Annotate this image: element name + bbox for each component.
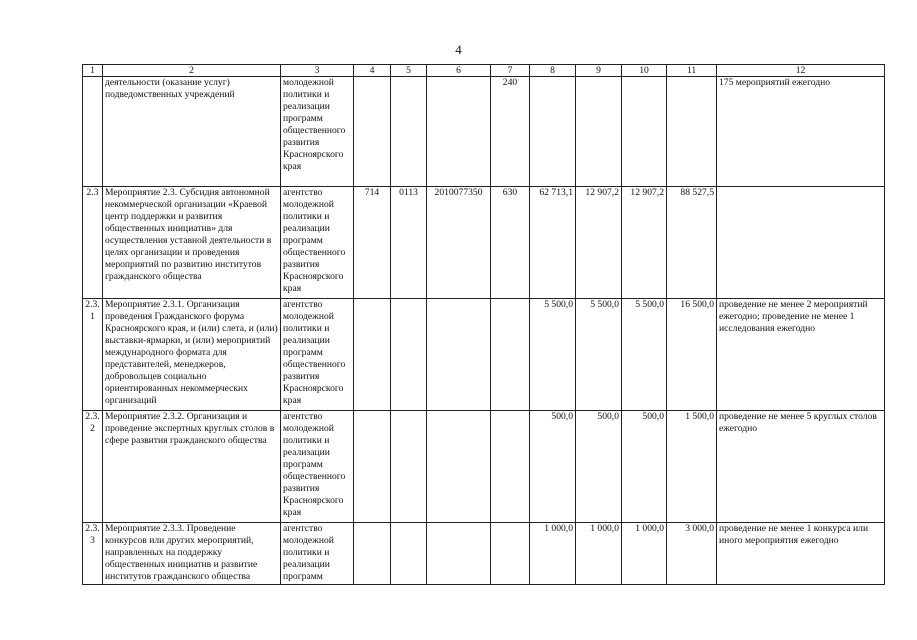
column-number: 7 xyxy=(491,65,530,77)
amount-year-2: 1 000,0 xyxy=(576,523,622,585)
amount-total: 1 500,0 xyxy=(667,411,717,523)
amount-year-1: 62 713,1 xyxy=(530,187,576,299)
amount-year-3: 1 000,0 xyxy=(622,523,667,585)
table-row xyxy=(83,77,885,187)
amount-year-3: 500,0 xyxy=(622,411,667,523)
responsible-agency: агентство молодежной политики и реализации программ общественного развития Красноярского края xyxy=(281,411,354,523)
code-vr xyxy=(491,299,530,411)
responsible-agency: агентство молодежной политики и реализации программ общественного развития Красноярского края xyxy=(281,299,354,411)
code-csr: 2010077350 xyxy=(427,187,491,299)
responsible-agency: агентство молодежной политики и реализации программ xyxy=(281,523,354,585)
activity-name: Мероприятие 2.3.3. Проведение конкурсов или других мероприятий, направленных на поддержку общественных инициатив и развитие институтов гражданского общества xyxy=(103,523,281,585)
amount-total: 3 000,0 xyxy=(667,523,717,585)
column-number: 5 xyxy=(391,65,427,77)
amount-year-2: 500,0 xyxy=(576,411,622,523)
row-number: 2.3.3 xyxy=(83,523,103,585)
code-grbs: 714 xyxy=(354,187,391,299)
expected-result: проведение не менее 1 конкурса или иного мероприятия ежегодно xyxy=(717,523,885,585)
page-number: 4 xyxy=(455,42,462,57)
column-number: 1 xyxy=(83,65,103,77)
code-rzpr xyxy=(391,523,427,585)
amount-year-2: 5 500,0 xyxy=(576,299,622,411)
amount-year-1: 1 000,0 xyxy=(530,523,576,585)
code-rzpr xyxy=(391,411,427,523)
code-rzpr xyxy=(391,77,427,187)
column-number: 10 xyxy=(622,65,667,77)
amount-total: 88 527,5 xyxy=(667,187,717,299)
code-rzpr: 0113 xyxy=(391,187,427,299)
amount-year-1 xyxy=(530,77,576,187)
table-row xyxy=(83,411,885,523)
column-number: 2 xyxy=(103,65,281,77)
expected-result: 175 мероприятий ежегодно xyxy=(717,77,885,187)
activity-name: деятельности (оказание услуг) подведомственных учреждений xyxy=(103,77,281,187)
table-row xyxy=(83,523,885,585)
column-number: 6 xyxy=(427,65,491,77)
amount-year-2: 12 907,2 xyxy=(576,187,622,299)
code-vr xyxy=(491,523,530,585)
activity-name: Мероприятие 2.3. Субсидия автономной некоммерческой организации «Краевой центр поддержки и развития общественных инициатив» для осуществления уставной деятельности в целях организации и проведения мероприятий по развитию институтов гражданского общества xyxy=(103,187,281,299)
expected-result: проведение не менее 2 мероприятий ежегодно; проведение не менее 1 исследования ежегодно xyxy=(717,299,885,411)
amount-year-3 xyxy=(622,77,667,187)
expected-result: проведение не менее 5 круглых столов ежегодно xyxy=(717,411,885,523)
column-number: 12 xyxy=(717,65,885,77)
row-number xyxy=(83,77,103,187)
code-grbs xyxy=(354,77,391,187)
row-number: 2.3.2 xyxy=(83,411,103,523)
column-number: 3 xyxy=(281,65,354,77)
code-csr xyxy=(427,411,491,523)
amount-year-1: 500,0 xyxy=(530,411,576,523)
code-csr xyxy=(427,523,491,585)
code-csr xyxy=(427,299,491,411)
column-number: 8 xyxy=(530,65,576,77)
code-grbs xyxy=(354,411,391,523)
expected-result xyxy=(717,187,885,299)
activity-name: Мероприятие 2.3.2. Организация и проведение экспертных круглых столов в сфере развития гражданского общества xyxy=(103,411,281,523)
table-row xyxy=(83,187,885,299)
amount-total: 16 500,0 xyxy=(667,299,717,411)
responsible-agency: молодежной политики и реализации программ общественного развития Красноярского края xyxy=(281,77,354,187)
activity-name: Мероприятие 2.3.1. Организация проведения Гражданского форума Красноярского края, и (или) слета, и (или) выставки-ярмарки, и (или) мероприятий международного формата для представителей, менеджеров, добровольцев социально ориентированных некоммерческих организаций xyxy=(103,299,281,411)
code-rzpr xyxy=(391,299,427,411)
amount-year-2 xyxy=(576,77,622,187)
code-grbs xyxy=(354,299,391,411)
amount-year-3: 5 500,0 xyxy=(622,299,667,411)
program-table xyxy=(82,64,885,585)
column-number: 11 xyxy=(667,65,717,77)
row-number: 2.3 xyxy=(83,187,103,299)
code-csr xyxy=(427,77,491,187)
column-number: 4 xyxy=(354,65,391,77)
column-number: 9 xyxy=(576,65,622,77)
responsible-agency: агентство молодежной политики и реализации программ общественного развития Красноярского края xyxy=(281,187,354,299)
amount-total xyxy=(667,77,717,187)
table-row xyxy=(83,299,885,411)
code-vr: 630 xyxy=(491,187,530,299)
amount-year-3: 12 907,2 xyxy=(622,187,667,299)
code-vr xyxy=(491,411,530,523)
row-number: 2.3.1 xyxy=(83,299,103,411)
amount-year-1: 5 500,0 xyxy=(530,299,576,411)
code-grbs xyxy=(354,523,391,585)
code-vr: 240 xyxy=(491,77,530,187)
column-number-row xyxy=(83,65,885,77)
